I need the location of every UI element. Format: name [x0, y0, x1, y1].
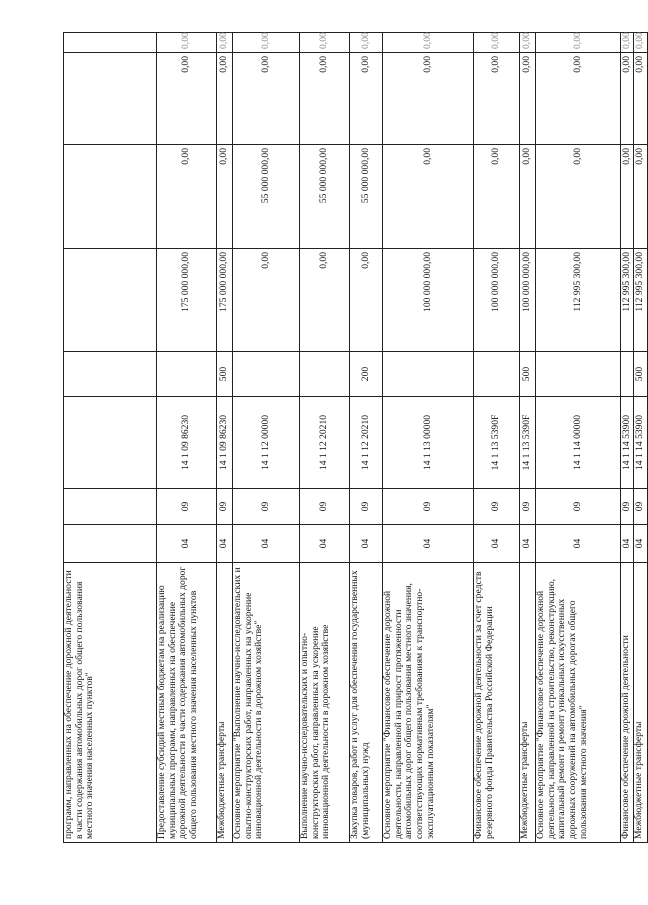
amount-year-2: 55 000 000,00 [300, 145, 350, 249]
amount-year-1: 100 000 000,00 [383, 249, 474, 352]
section-code: 04 [157, 525, 217, 563]
section-code: 04 [383, 525, 474, 563]
subsection-code: 09 [634, 489, 648, 525]
amount-year-2: 0,00 [621, 145, 634, 249]
amount-year-2: 0,00 [474, 145, 520, 249]
row-name: Основное мероприятие "Выполнение научно-исследовательских и опытно-конструкторских работ, направленных на ускорение инновационной деятельности в дорожном хозяйстве" [233, 563, 300, 843]
amount-year-2: 55 000 000,00 [350, 145, 383, 249]
row-name: Предоставление субсидий местным бюджетам на реализацию муниципальных программ, направленных на обеспечение дорожной деятельности в части содержания автомобильных дорог общего пользования местного значения населенных пунктов [157, 563, 217, 843]
amount-year-1: 175 000 000,00 [157, 249, 217, 352]
subsection-code: 09 [350, 489, 383, 525]
subsection-code: 09 [157, 489, 217, 525]
expense-kind [157, 352, 217, 397]
table-row [233, 33, 300, 843]
amount-year-1: 112 995 300,00 [536, 249, 621, 352]
amount-year-1: 100 000 000,00 [520, 249, 536, 352]
section-code: 04 [536, 525, 621, 563]
target-article: 14 1 12 00000 [233, 397, 300, 489]
amount-year-2: 55 000 000,00 [233, 145, 300, 249]
section-code: 04 [520, 525, 536, 563]
target-article: 14 1 14 00000 [536, 397, 621, 489]
amount-year-4: 0,00 [383, 33, 474, 53]
amount-year-1: 0,00 [350, 249, 383, 352]
expense-kind [474, 352, 520, 397]
amount-year-4: 0,00 [157, 33, 217, 53]
amount-year-3: 0,00 [474, 53, 520, 145]
target-article: 14 1 13 00000 [383, 397, 474, 489]
target-article: 14 1 13 5390F [520, 397, 536, 489]
amount-year-2: 0,00 [634, 145, 648, 249]
table-row [350, 33, 383, 843]
amount-year-1: 175 000 000,00 [217, 249, 233, 352]
table-row [383, 33, 474, 843]
amount-year-1: 0,00 [300, 249, 350, 352]
expense-kind: 500 [217, 352, 233, 397]
expense-kind [233, 352, 300, 397]
amount-year-3 [64, 53, 157, 145]
subsection-code: 09 [536, 489, 621, 525]
amount-year-3: 0,00 [621, 53, 634, 145]
row-name: Финансовое обеспечение дорожной деятельности [621, 563, 634, 843]
amount-year-3: 0,00 [520, 53, 536, 145]
amount-year-4: 0,00 [621, 33, 634, 53]
row-name: Межбюджетные трансферты [634, 563, 648, 843]
section-code: 04 [621, 525, 634, 563]
table-row [520, 33, 536, 843]
amount-year-2 [64, 145, 157, 249]
table-row [300, 33, 350, 843]
subsection-code: 09 [520, 489, 536, 525]
amount-year-4: 0,00 [300, 33, 350, 53]
expense-kind: 500 [520, 352, 536, 397]
amount-year-1 [64, 249, 157, 352]
subsection-code: 09 [300, 489, 350, 525]
table-row [621, 33, 634, 843]
row-name: Основное мероприятие "Финансовое обеспечение дорожной деятельности, направленной на строительство, реконструкцию, капитальный ремонт и ремонт уникальных искусственных дорожных сооружений на автомобильных дорогах общего пользования местного значения" [536, 563, 621, 843]
amount-year-4: 0,00 [350, 33, 383, 53]
section-code [64, 525, 157, 563]
subsection-code: 09 [474, 489, 520, 525]
table-row [536, 33, 621, 843]
subsection-code: 09 [383, 489, 474, 525]
amount-year-3: 0,00 [300, 53, 350, 145]
subsection-code: 09 [233, 489, 300, 525]
amount-year-4: 0,00 [217, 33, 233, 53]
amount-year-2: 0,00 [520, 145, 536, 249]
row-name: Основное мероприятие "Финансовое обеспечение дорожной деятельности, направленной на прирост протяженности автомобильных дорог общего пользования местного значения, соответствующих нормативным требованиям к транспортно-эксплуатационным показателям" [383, 563, 474, 843]
expense-kind [536, 352, 621, 397]
section-code: 04 [300, 525, 350, 563]
amount-year-1: 112 995 300,00 [634, 249, 648, 352]
amount-year-1: 112 995 300,00 [621, 249, 634, 352]
section-code: 04 [217, 525, 233, 563]
table-row [474, 33, 520, 843]
expense-kind: 500 [634, 352, 648, 397]
amount-year-2: 0,00 [383, 145, 474, 249]
amount-year-4 [64, 33, 157, 53]
expense-kind [300, 352, 350, 397]
amount-year-3: 0,00 [634, 53, 648, 145]
target-article: 14 1 12 20210 [350, 397, 383, 489]
expense-kind [621, 352, 634, 397]
amount-year-3: 0,00 [536, 53, 621, 145]
amount-year-3: 0,00 [350, 53, 383, 145]
amount-year-3: 0,00 [383, 53, 474, 145]
amount-year-2: 0,00 [157, 145, 217, 249]
expense-kind [64, 352, 157, 397]
subsection-code: 09 [621, 489, 634, 525]
amount-year-3: 0,00 [217, 53, 233, 145]
amount-year-3: 0,00 [157, 53, 217, 145]
subsection-code: 09 [217, 489, 233, 525]
row-name: Межбюджетные трансферты [217, 563, 233, 843]
amount-year-4: 0,00 [474, 33, 520, 53]
amount-year-3: 0,00 [233, 53, 300, 145]
target-article: 14 1 14 53900 [634, 397, 648, 489]
table-row [634, 33, 648, 843]
amount-year-4: 0,00 [233, 33, 300, 53]
rotated-page [63, 32, 646, 843]
table-row [64, 33, 157, 843]
table-row [217, 33, 233, 843]
budget-table [63, 32, 648, 843]
target-article: 14 1 14 53900 [621, 397, 634, 489]
section-code: 04 [233, 525, 300, 563]
amount-year-4: 0,00 [536, 33, 621, 53]
expense-kind: 200 [350, 352, 383, 397]
amount-year-4: 0,00 [520, 33, 536, 53]
amount-year-1: 0,00 [233, 249, 300, 352]
target-article: 14 1 09 86230 [217, 397, 233, 489]
amount-year-4: 0,00 [634, 33, 648, 53]
table-body [64, 33, 648, 843]
section-code: 04 [350, 525, 383, 563]
row-name: Закупка товаров, работ и услуг для обеспечения государственных (муниципальных) нужд [350, 563, 383, 843]
amount-year-1: 100 000 000,00 [474, 249, 520, 352]
target-article: 14 1 09 86230 [157, 397, 217, 489]
section-code: 04 [474, 525, 520, 563]
amount-year-2: 0,00 [217, 145, 233, 249]
table-row [157, 33, 217, 843]
target-article: 14 1 13 5390F [474, 397, 520, 489]
row-name: Межбюджетные трансферты [520, 563, 536, 843]
row-name: Финансовое обеспечение дорожной деятельности за счет средств резервного фонда Правительства Российской Федерации [474, 563, 520, 843]
amount-year-2: 0,00 [536, 145, 621, 249]
target-article: 14 1 12 20210 [300, 397, 350, 489]
expense-kind [383, 352, 474, 397]
row-name: Выполнение научно-исследовательских и опытно-конструкторских работ, направленных на ускорение инновационной деятельности в дорожном хозяйстве [300, 563, 350, 843]
target-article [64, 397, 157, 489]
subsection-code [64, 489, 157, 525]
row-name: программ, направленных на обеспечение дорожной деятельности в части содержания автомобильных дорог общего пользования местного значения населенных пунктов" [64, 563, 157, 843]
section-code: 04 [634, 525, 648, 563]
